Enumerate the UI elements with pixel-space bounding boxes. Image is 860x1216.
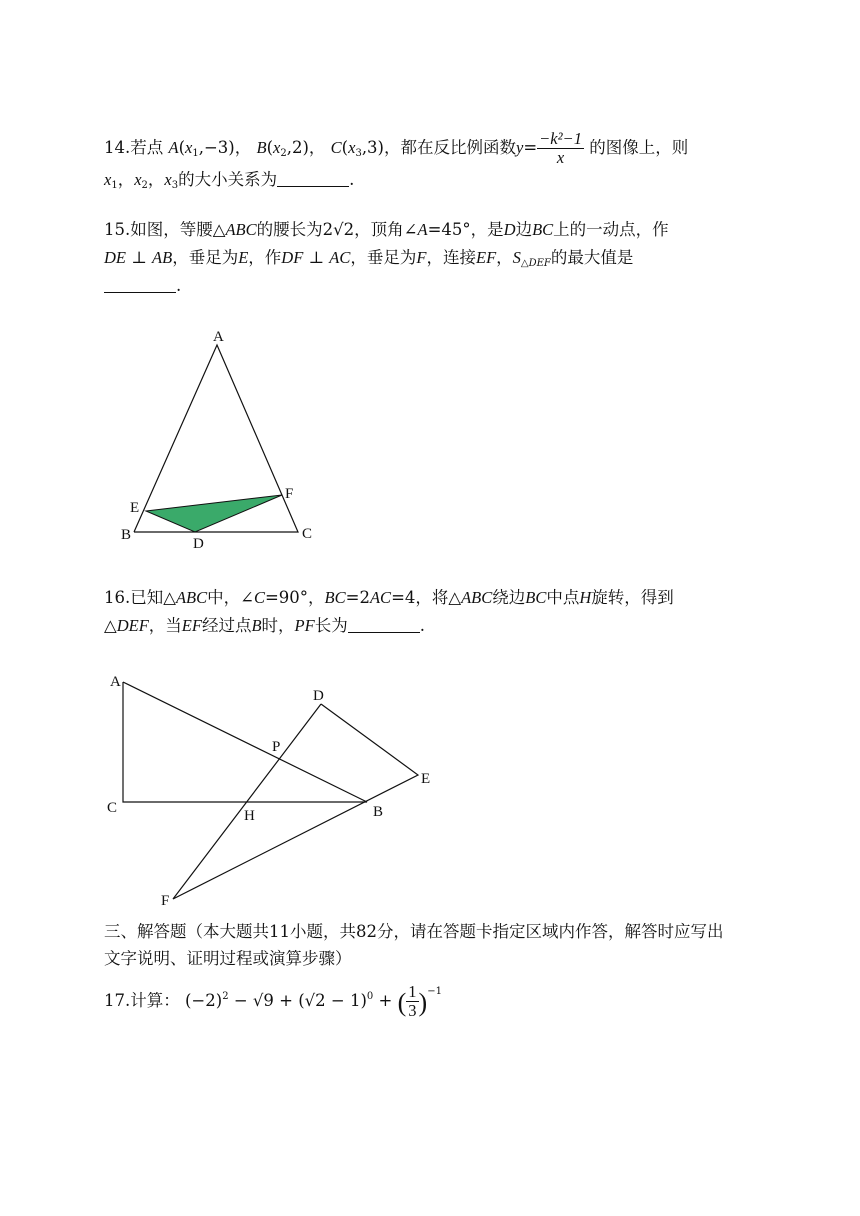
label-b2: B: [373, 804, 384, 820]
q14-line1: 14.若点 $A(x_1,-3)$， $B(x_2,2)$， $C(x_3,3)$，都在反比例函数y= $\frac{\text{−k²−1}}{x}$ 的图像上，则: [104, 129, 689, 167]
q14-prefix: 若点: [130, 138, 164, 157]
label-a: A: [213, 329, 224, 345]
q14-fraction: $\frac{\text{−k²−1}}{x}$: [539, 129, 582, 167]
label-e: E: [130, 500, 140, 516]
q14-line2: $x_1$，$x_2$，$x_3$的大小关系为 .: [104, 170, 355, 191]
q14-middle: ，都在反比例函数: [384, 138, 516, 157]
q14-tail: 的大小关系为: [178, 170, 278, 189]
q16-line2: △DEF，当EF经过点B时，PF长为 .: [104, 616, 425, 635]
triangle-abc-2: [123, 682, 367, 802]
section3-line2: 文字说明、证明过程或演算步骤）: [104, 949, 352, 968]
label-e2: E: [421, 771, 431, 787]
label-c2: C: [107, 800, 118, 816]
q15-line1: 15.如图，等腰△ABC的腰长为2√2，顶角∠A=45°，是D边BC上的一动点，作: [104, 220, 669, 239]
label-f: F: [285, 486, 294, 502]
q15-line3: .: [104, 274, 181, 298]
q16-line1: 16.已知△ABC中，∠C=90°，BC=2AC=4，将△ABC绕边BC中点H旋转，得到: [104, 588, 674, 607]
label-a2: A: [110, 674, 121, 690]
label-d: D: [193, 536, 204, 552]
section3-line1: 三、解答题（本大题共11小题，共82分，请在答题卡指定区域内作答，解答时应写出: [104, 922, 724, 941]
label-f2: F: [161, 893, 170, 909]
q17-line: 17.计算： $(-2)^2 - √9 + (√2 - 1)^0$ + ( $\frac{1}{3}$ )$^{-1}$: [104, 982, 442, 1020]
label-d2: D: [313, 688, 324, 704]
q14-suffix: 的图像上，则: [589, 138, 689, 157]
q14-number: 14.: [104, 138, 131, 157]
label-b: B: [121, 527, 132, 543]
label-h2: H: [244, 808, 255, 824]
q15-line2: DE ⊥ AB，垂足为E，作DF ⊥ AC，垂足为F，连接EF，$S_{\triangle DEF}$的最大值是: [104, 248, 634, 269]
label-c: C: [302, 526, 313, 542]
label-p2: P: [272, 739, 281, 755]
